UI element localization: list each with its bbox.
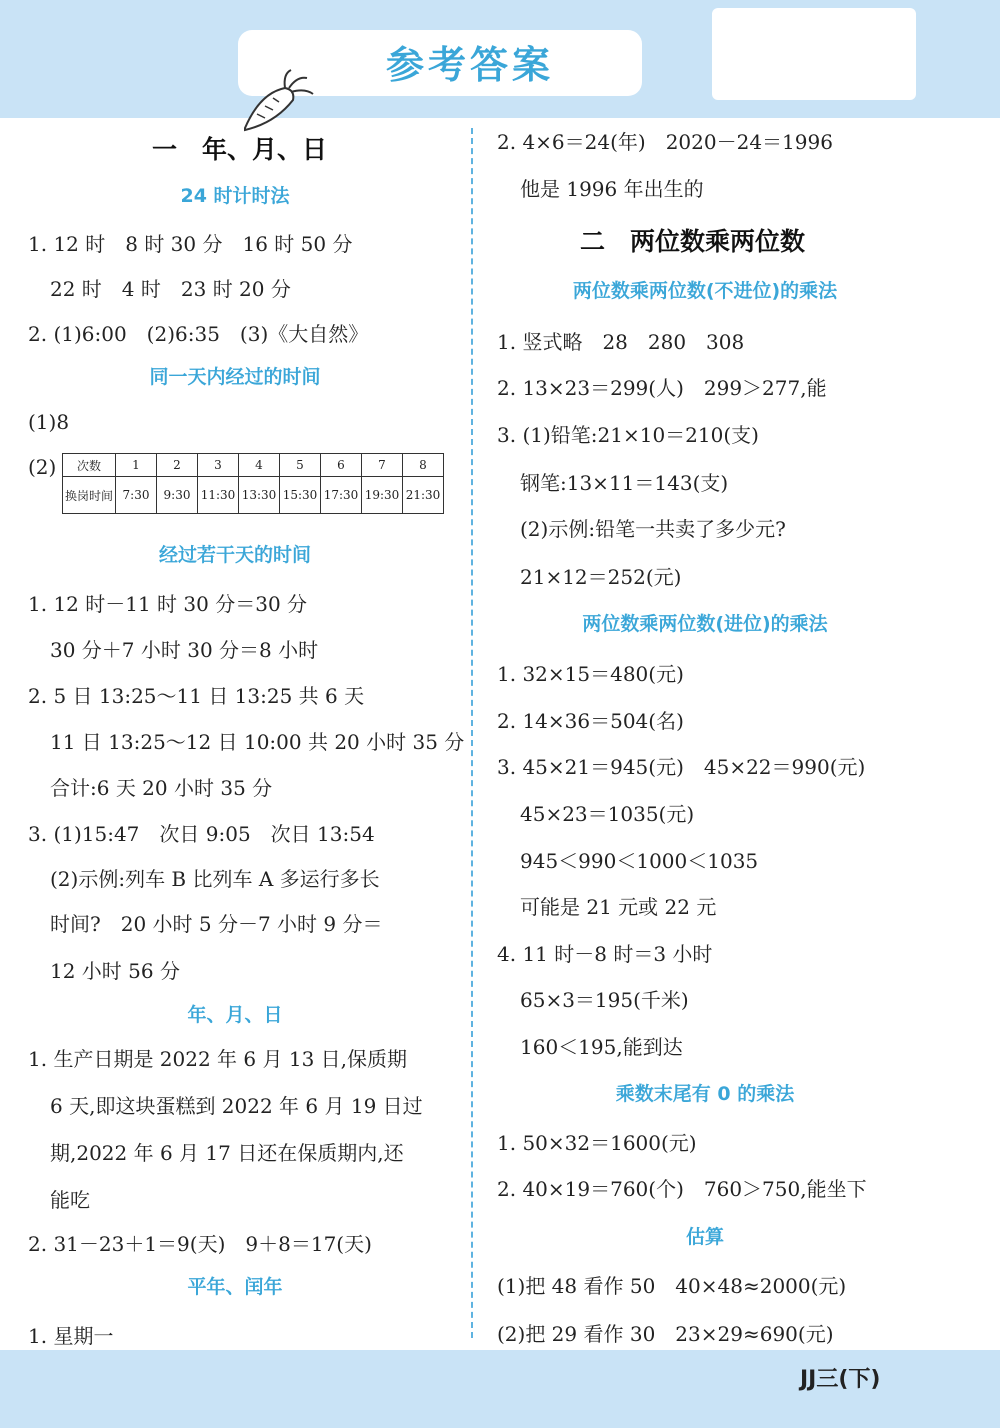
section-title: 经过若干天的时间	[158, 544, 311, 566]
table-cell: 17:30	[321, 477, 362, 514]
answer-line: 3. 45×21＝945(元) 45×22＝990(元)	[497, 755, 866, 779]
table-cell: 3	[198, 454, 239, 477]
table-cell: 4	[239, 454, 280, 477]
footer-code: JJ三(下)	[800, 1367, 881, 1392]
shift-table	[62, 453, 444, 514]
section-title: 估算	[685, 1226, 724, 1248]
answer-line: 160＜195,能到达	[520, 1035, 683, 1059]
answer-line: 1. 50×32＝1600(元)	[497, 1131, 697, 1155]
answer-line: 钢笔:13×11＝143(支)	[520, 471, 729, 495]
answer-line: 2. 13×23＝299(人) 299＞277,能	[497, 376, 827, 400]
answer-line: 能吃	[50, 1188, 90, 1212]
answer-line: 1. 星期一	[28, 1324, 114, 1348]
answer-line: (1)8	[28, 410, 70, 434]
answer-line: (2)	[28, 455, 57, 479]
answer-line: (2)示例:列车 B 比列车 A 多运行多长	[50, 867, 380, 891]
answer-line: 1. 32×15＝480(元)	[497, 662, 684, 686]
section-title: 平年、闰年	[187, 1276, 283, 1298]
answer-line: 2. 4×6＝24(年) 2020－24＝1996	[497, 130, 833, 154]
table-cell: 6	[321, 454, 362, 477]
answer-line: 3. (1)铅笔:21×10＝210(支)	[497, 423, 759, 447]
answer-line: 1. 生产日期是 2022 年 6 月 13 日,保质期	[28, 1047, 408, 1071]
chapter-title-2: 二 两位数乘两位数	[580, 227, 806, 256]
table-header: 换岗时间	[63, 477, 116, 514]
answer-line: 12 小时 56 分	[50, 959, 180, 983]
table-cell: 15:30	[280, 477, 321, 514]
table-cell: 1	[116, 454, 157, 477]
answer-line: 21×12＝252(元)	[520, 565, 682, 589]
answer-line: (1)把 48 看作 50 40×48≈2000(元)	[497, 1274, 847, 1298]
answer-line: 1. 12 时 8 时 30 分 16 时 50 分	[28, 232, 353, 256]
answer-line: 2. 40×19＝760(个) 760＞750,能坐下	[497, 1177, 867, 1201]
answer-line: 合计:6 天 20 小时 35 分	[50, 776, 273, 800]
answer-line: 6 天,即这块蛋糕到 2022 年 6 月 19 日过	[50, 1094, 423, 1118]
answer-line: 65×3＝195(千米)	[520, 988, 689, 1012]
table-cell: 8	[403, 454, 444, 477]
answer-line: (2)把 29 看作 30 23×29≈690(元)	[497, 1322, 834, 1346]
section-title: 两位数乘两位数(进位)的乘法	[582, 613, 828, 635]
answer-line: 11 日 13:25～12 日 10:00 共 20 小时 35 分	[50, 730, 465, 754]
chapter-title-1: 一 年、月、日	[152, 135, 328, 164]
table-cell: 7	[362, 454, 403, 477]
answer-line: 2. 31－23＋1＝9(天) 9＋8＝17(天)	[28, 1232, 372, 1256]
column-divider	[471, 128, 473, 1338]
answer-line: 30 分＋7 小时 30 分＝8 小时	[50, 638, 319, 662]
page-title: 参考答案	[385, 43, 554, 87]
answer-line: 2. 5 日 13:25～11 日 13:25 共 6 天	[28, 684, 365, 708]
answer-line: 3. (1)15:47 次日 9:05 次日 13:54	[28, 822, 375, 846]
corner-box	[712, 8, 916, 100]
table-cell: 21:30	[403, 477, 444, 514]
section-title: 乘数末尾有 0 的乘法	[615, 1083, 795, 1105]
answer-line: 945＜990＜1000＜1035	[520, 849, 759, 873]
answer-line: (2)示例:铅笔一共卖了多少元?	[520, 517, 786, 541]
table-cell: 19:30	[362, 477, 403, 514]
section-title: 24 时计时法	[180, 185, 290, 207]
section-title: 两位数乘两位数(不进位)的乘法	[572, 280, 838, 302]
answer-line: 可能是 21 元或 22 元	[520, 895, 717, 919]
answer-line: 45×23＝1035(元)	[520, 802, 695, 826]
answer-line: 1. 12 时－11 时 30 分＝30 分	[28, 592, 308, 616]
answer-line: 2. 14×36＝504(名)	[497, 709, 684, 733]
answer-line: 22 时 4 时 23 时 20 分	[50, 277, 291, 301]
answer-line: 4. 11 时－8 时＝3 小时	[497, 942, 713, 966]
answer-line: 2. (1)6:00 (2)6:35 (3)《大自然》	[28, 322, 369, 346]
section-title: 同一天内经过的时间	[149, 366, 321, 388]
answer-line: 期,2022 年 6 月 17 日还在保质期内,还	[50, 1141, 404, 1165]
table-cell: 5	[280, 454, 321, 477]
table-header: 次数	[63, 454, 116, 477]
answer-line: 1. 竖式略 28 280 308	[497, 330, 745, 354]
answer-line: 时间? 20 小时 5 分－7 小时 9 分＝	[50, 912, 383, 936]
section-title: 年、月、日	[187, 1004, 283, 1026]
table-cell: 11:30	[198, 477, 239, 514]
answer-line: 他是 1996 年出生的	[520, 177, 704, 201]
table-cell: 9:30	[157, 477, 198, 514]
table-cell: 2	[157, 454, 198, 477]
table-cell: 7:30	[116, 477, 157, 514]
table-cell: 13:30	[239, 477, 280, 514]
